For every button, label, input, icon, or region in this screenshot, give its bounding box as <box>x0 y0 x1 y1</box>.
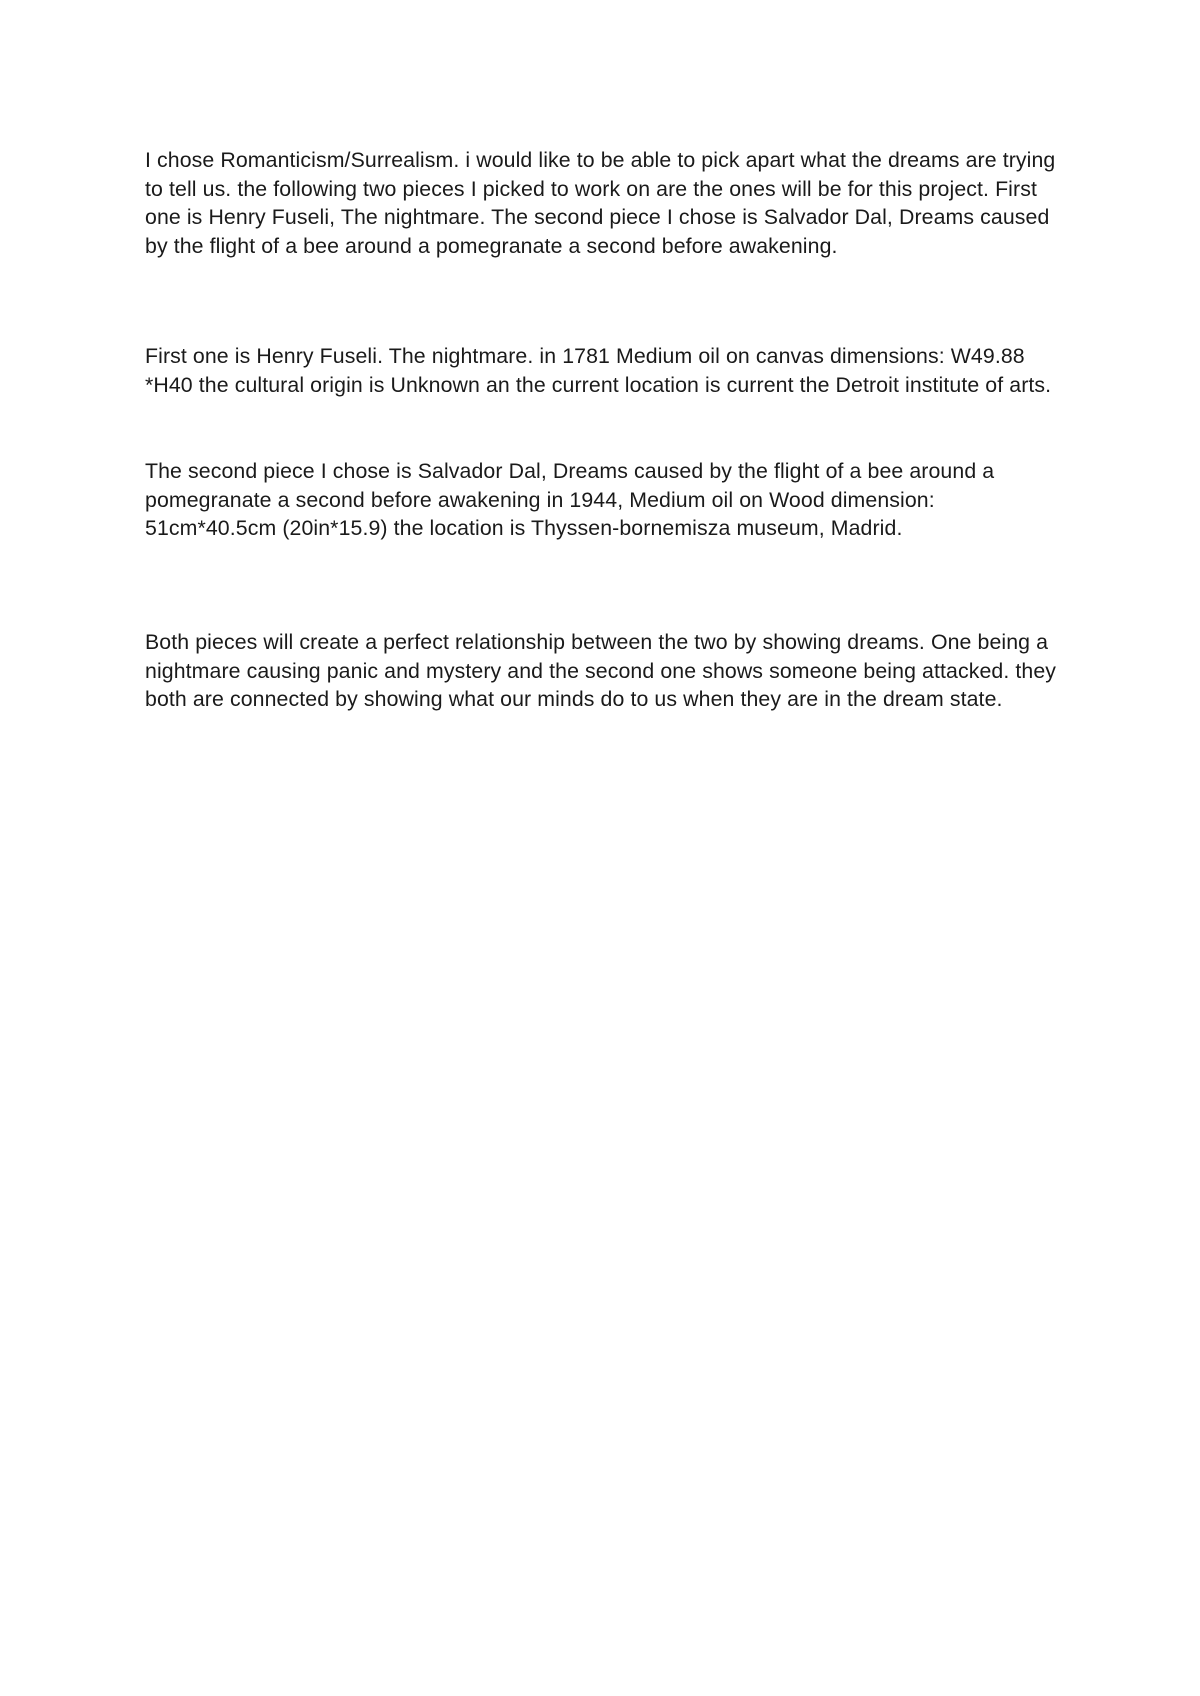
intro-paragraph: I chose Romanticism/Surrealism. i would like to be able to pick apart what the dreams are trying to tell us. the following two pieces I picked to work on are the ones will be for this project. First one is Henry Fuseli, The nightmare. The second piece I chose is Salvador Dal, Dreams caused by the flight of a bee around a pomegranate a second before awakening. <box>145 148 1056 258</box>
fuseli-details-paragraph: First one is Henry Fuseli. The nightmare. in 1781 Medium oil on canvas dimensions: W49.88 *H40 the cultural origin is Unknown an the current location is current the Detroit institute of arts. <box>145 344 1052 397</box>
dali-details-paragraph: The second piece I chose is Salvador Dal, Dreams caused by the flight of a bee around a pomegranate a second before awakening in 1944, Medium oil on Wood dimension: 51cm*40.5cm (20in*15.9) the location is Thyssen-bornemisza museum, Madrid. <box>145 459 995 540</box>
relationship-paragraph: Both pieces will create a perfect relationship between the two by showing dreams. One being a nightmare causing panic and mystery and the second one shows someone being attacked. they both are connected by showing what our minds do to us when they are in the dream state. <box>145 630 1057 711</box>
